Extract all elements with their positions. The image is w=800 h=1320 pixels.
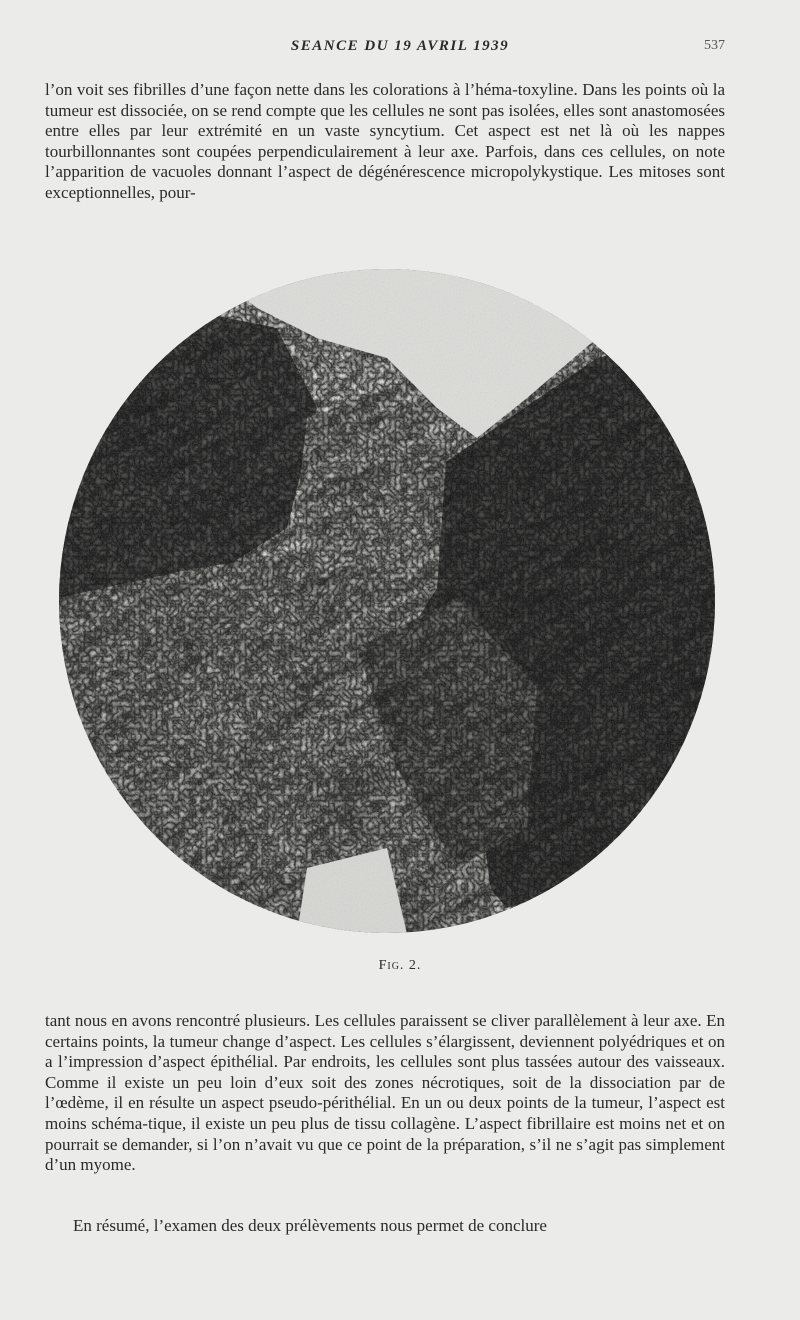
paragraph-last: En résumé, l’examen des deux prélèvements nous permet de conclure [73, 1216, 547, 1235]
paragraph-bottom: tant nous en avons rencontré plusieurs. Les cellules paraissent se cliver parallèlement à leur axe. En certains points, la tumeur change d’aspect. Les cellules s’élargissent, deviennent polyédriques et on a l’impression d’aspect épithélial. Par endroits, les cellules sont plus tassées autour des vaisseaux. Comme il existe un peu loin d’eux soit des zones nécrotiques, soit de la dissociation par de l’œdème, il en résulte un aspect pseudo-périthélial. En un ou deux points de la tumeur, l’aspect est moins schéma-tique, il existe un peu plus de tissu collagène. L’aspect fibrillaire est moins net et on pourrait se demander, si l’on n’avait vu que ce point de la préparation, s’il ne s’agit pas simplement d’un myome. [45, 1011, 725, 1175]
paragraph-top: l’on voit ses fibrilles d’une façon nette dans les colorations à l’héma-toxyline. Dans les points où la tumeur est dissociée, on se rend compte que les cellules ne sont pas isolées, elles sont anastomosées entre elles par leur extrémité en un vaste syncytium. Cet aspect est net là où les nappes tourbillonnantes sont coupées perpendiculairement à leur axe. Parfois, dans ces cellules, on note l’apparition de vacuoles donnant l’aspect de dégénérescence micropolykystique. Les mitoses sont exceptionnelles, pour- [45, 80, 725, 202]
running-title: SEANCE DU 19 AVRIL 1939 [290, 38, 510, 54]
grain-overlay [57, 268, 717, 934]
micrograph-image [57, 268, 717, 934]
running-head [0, 36, 800, 60]
micrograph-figure [57, 268, 717, 934]
figure-caption: Fig. 2. [378, 958, 422, 973]
page-number: 537 [704, 38, 725, 53]
